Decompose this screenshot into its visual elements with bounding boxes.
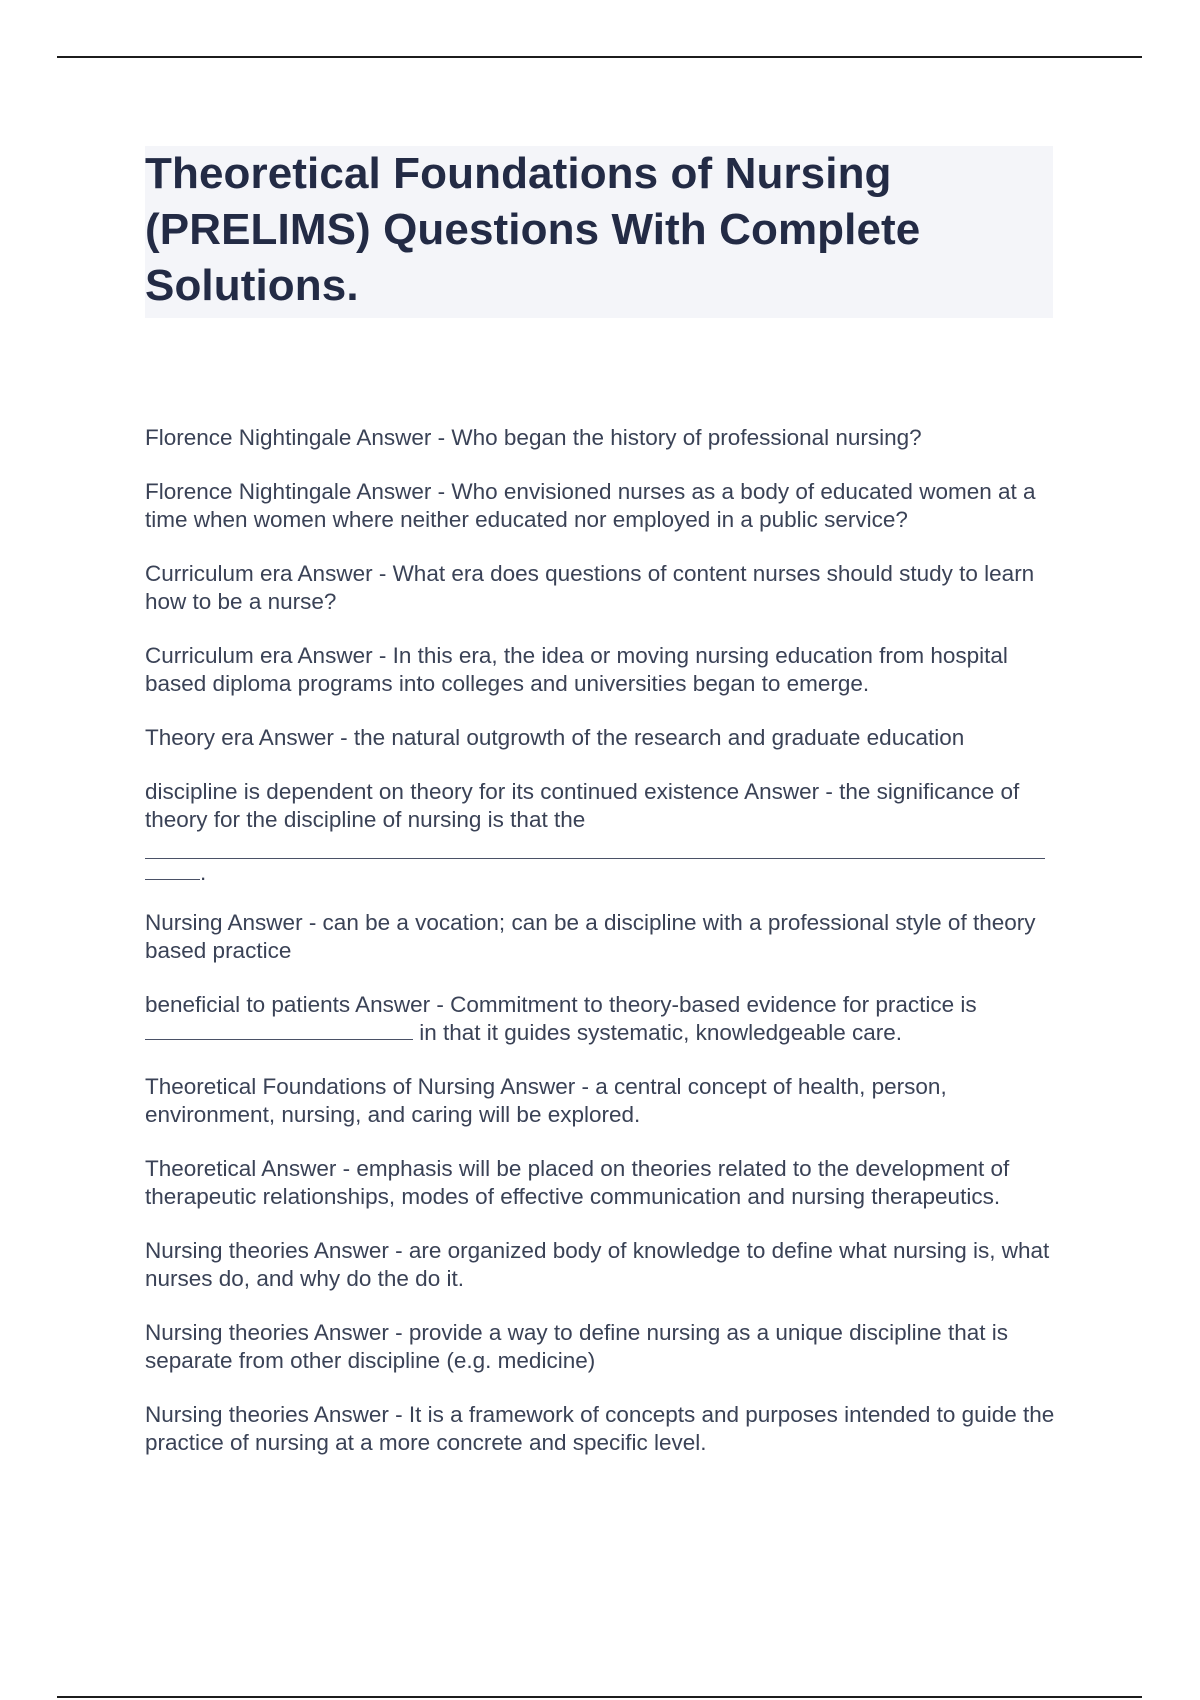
qa-item-5: Theory era Answer - the natural outgrowth of the research and graduate education [145, 725, 965, 750]
document-title: Theoretical Foundations of Nursing (PRELIMS) Questions With Complete Solutions. [145, 149, 921, 310]
qa-item-3: Curriculum era Answer - What era does questions of content nurses should study to learn how to be a nurse? [145, 561, 1035, 614]
qa-item-9: Theoretical Foundations of Nursing Answer - a central concept of health, person, environment, nursing, and caring will be explored. [145, 1074, 947, 1127]
qa-list [145, 424, 1055, 1483]
qa-item-6 [145, 778, 1055, 887]
qa-item-7: Nursing Answer - can be a vocation; can be a discipline with a professional style of theory based practice [145, 910, 1036, 963]
qa-item-4: Curriculum era Answer - In this era, the idea or moving nursing education from hospital based diploma programs into colleges and universities began to emerge. [145, 643, 1008, 696]
qa-item-12: Nursing theories Answer - provide a way to define nursing as a unique discipline that is separate from other discipline (e.g. medicine) [145, 1320, 1008, 1373]
qa-item-2: Florence Nightingale Answer - Who envisioned nurses as a body of educated women at a time when women where neither educated nor employed in a public service? [145, 479, 1036, 532]
qa-item-1: Florence Nightingale Answer - Who began the history of professional nursing? [145, 425, 922, 450]
fill-in-blank-inline [145, 1019, 413, 1040]
qa-item-13: Nursing theories Answer - It is a framework of concepts and purposes intended to guide the practice of nursing at a more concrete and specific level. [145, 1402, 1055, 1455]
top-rule [57, 56, 1142, 58]
qa-item-8-end: in that it guides systematic, knowledgeable care. [413, 1020, 903, 1045]
title-block [145, 146, 1053, 318]
bottom-rule [57, 1696, 1142, 1698]
qa-item-10: Theoretical Answer - emphasis will be placed on theories related to the development of therapeutic relationships, modes of effective communication and nursing therapeutics. [145, 1156, 1010, 1209]
qa-item-6-end: . [200, 860, 207, 885]
fill-in-blank-line [145, 834, 1045, 859]
qa-item-11: Nursing theories Answer - are organized body of knowledge to define what nursing is, what nurses do, and why do the do it. [145, 1238, 1050, 1291]
qa-item-8-text: beneficial to patients Answer - Commitment to theory-based evidence for practice is [145, 992, 977, 1017]
qa-item-6-text: discipline is dependent on theory for its continued existence Answer - the significance of theory for the discipline of nursing is that the [145, 779, 1020, 832]
qa-item-8 [145, 991, 1055, 1047]
fill-in-blank-short [145, 859, 200, 880]
